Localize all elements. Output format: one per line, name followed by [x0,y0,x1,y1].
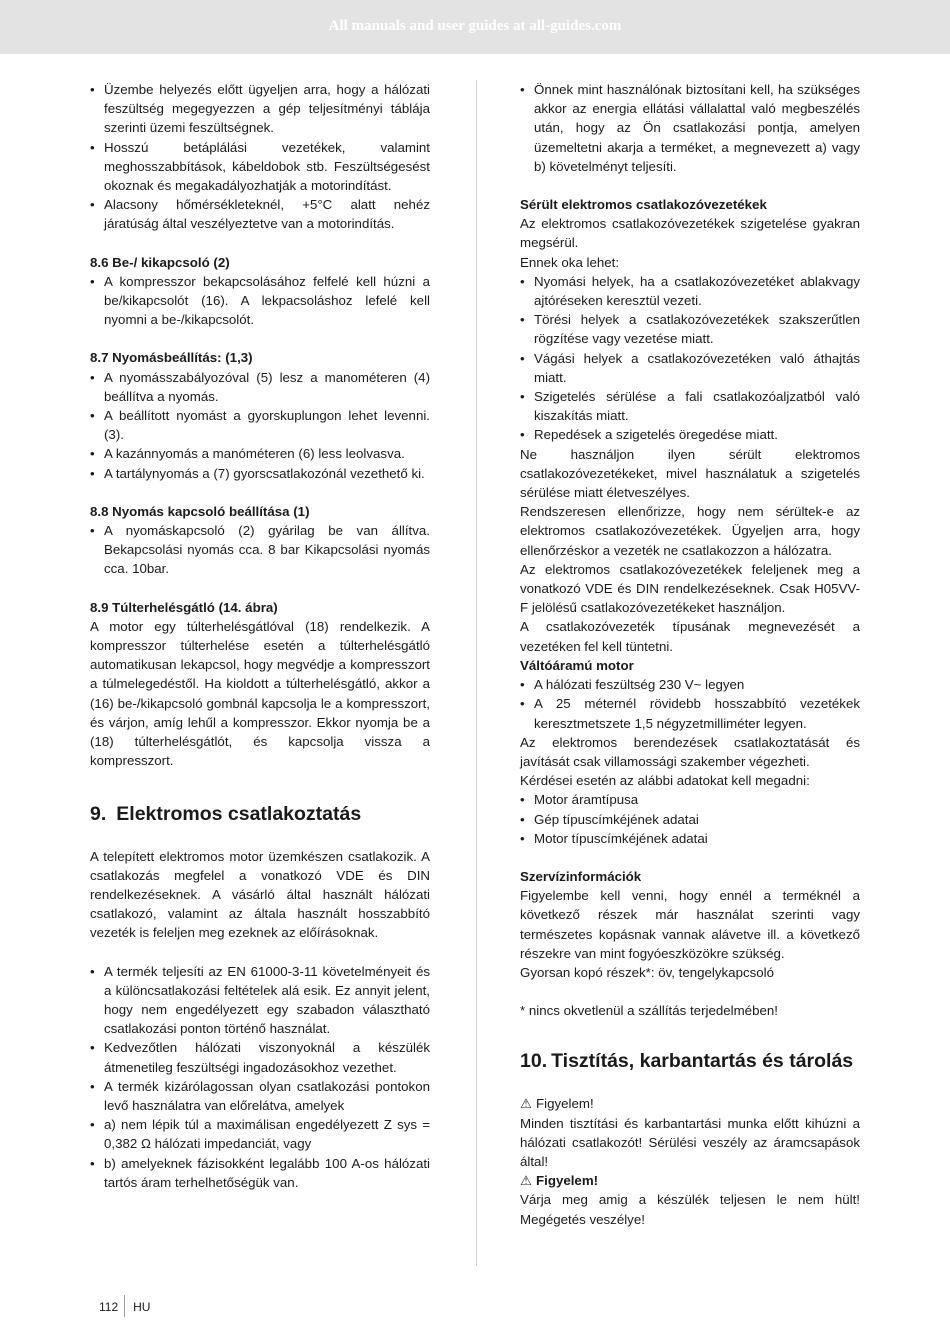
list-item: • A nyomáskapcsoló (2) gyárilag be van állítva. Bekapcsolási nyomás cca. 8 bar Kikapcsolási nyomás cca. 10bar. [90,521,430,579]
paragraph: Ne használjon ilyen sérült elektromos csatlakozóvezetékeket, mivel használatuk a szigetelés sérülése miatt életveszélyes. [520,446,860,501]
list-item: • Motor áramtípusa [520,790,860,809]
list-item: • A kazánnyomás a manóméteren (6) less leolvasva. [90,444,430,463]
list-item: • A tartálynyomás a (7) gyorscsatlakozónál vezethető ki. [90,464,430,483]
list-item: • Motor típuscímkéjének adatai [520,829,860,848]
paragraph: Figyelembe kell venni, hogy ennél a terméknél a következő részek már használat szerinti vagy természetes kopásnak vannak alávetve ill. a következő részekre van mint fogyóeszközökre szükség. [520,888,860,961]
list-item: • A beállított nyomást a gyorskuplungon lehet levenni. (3). [90,406,430,444]
paragraph: Ennek oka lehet: [520,254,620,270]
paragraph: Az elektromos csatlakozóvezetékek szigetelése gyakran megsérül. [520,216,860,251]
section-8-9-heading: 8.9 Túlterhelésgátló (14. ábra) [90,599,278,615]
list-item: • A hálózati feszültség 230 V~ legyen [520,675,860,694]
section-8-9-text: A motor egy túlterhelésgátlóval (18) rendelkezik. A kompresszor túlterhelése esetén a túlterhelésgátló automatikusan lekapcsol, hogy megvédje a kompresszort a túlmelegedéstől. Ha kioldott a túlterhelésgátló, akkor a (16) be-/kikapcsoló gombnál kapcsolja le a kompresszort, és várjon, amíg lehűl a kompresszor. Ekkor nyomja be a (18) túlterhelésgátlót, és kapcsolja vissza a kompresszort. [90,618,430,769]
list-item: • Üzembe helyezés előtt ügyeljen arra, hogy a hálózati feszültség megegyezzen a gép teljesítményi táblája szerinti üzemi feszültségnek. [90,80,430,138]
list-item: • a) nem lépik túl a maximálisan engedélyezett Z sys = 0,382 Ω hálózati impedanciát, vagy [90,1115,430,1153]
list-item: • Vágási helyek a csatlakozóvezetéken való áthajtás miatt. [520,349,860,387]
section-8-6-list [90,272,430,330]
watermark-bar [0,0,950,54]
chapter-title: Tisztítás, karbantartás és tárolás [551,1050,854,1073]
list-item: • Önnek mint használónak biztosítani kell, ha szükséges akkor az energia ellátási vállalattal való megbeszélés után, hogy az Ön csatlakozási pontja, amelyen üzemeltetni akarja a terméket, a megnevezett a) vagy b) követelményt teljesíti. [520,80,860,176]
section-8-7-heading: 8.7 Nyomásbeállítás: (1,3) [90,350,253,366]
chapter-9-heading [90,801,430,827]
section-8-8-list [90,521,430,579]
intro-bullet-list [90,80,430,234]
paragraph: Az elektromos csatlakozóvezetékek feleljenek meg a vonatkozó VDE és DIN rendelkezéseknek. Csak H05VV-F jelölésű csatlakozóvezetékeket használjon. [520,561,860,616]
list-item: • Repedések a szigetelés öregedése miatt. [520,425,860,444]
left-column [90,80,430,1192]
list-item: • Hosszú betáplálási vezetékek, valamint meghosszabbítások, kábeldobok stb. Feszültségesést okoznak és megakadályozhatják a motorindítást. [90,138,430,196]
list-item: • A termék teljesíti az EN 61000-3-11 követelményeit és a különcsatlakozási feltételek alá esik. Ez annyit jelent, hogy nem engedélyezett egy szabadon választható csatlakozási ponton történő használat. [90,962,430,1039]
warning-2-text: Várja meg amig a készülék teljesen le nem hült! Megégetés veszélye! [520,1192,860,1227]
warning-icon: ⚠ [520,1173,532,1189]
list-item: • A nyomásszabályozóval (5) lesz a manométeren (4) beállítva a nyomás. [90,368,430,406]
section-8-6-heading: 8.6 Be-/ kikapcsoló (2) [90,254,230,270]
chapter-title: Elektromos csatlakoztatás [116,802,362,825]
paragraph: Rendszeresen ellenőrizze, hogy nem sérültek-e az elektromos csatlakozóvezetékek. Ügyeljen arra, hogy ellenőrzéskor a vezeték ne csatlakozzon a hálózatra. [520,504,860,558]
paragraph: Az elektromos berendezések csatlakoztatását és javítását csak villamossági szakember végezheti. [520,734,860,769]
list-item: • Kedvezőtlen hálózati viszonyoknál a készülék átmenetileg feszültségi ingadozásokhoz vezethet. [90,1038,430,1076]
list-item: • Nyomási helyek, ha a csatlakozóvezetéket ablakvagy ajtóréseken keresztül vezeti. [520,272,860,310]
chapter-9-intro: A telepített elektromos motor üzemkészen csatlakozik. A csatlakozás megfelel a vonatkozó VDE és DIN rendelkezéseknek. A vásárló által használt hálózati csatlakozó, valamint az általa használt hosszabbító vezeték is feleljen meg ezeknek az előírásoknak. [90,848,430,941]
chapter-9-list [90,962,430,1192]
language-code: HU [133,1300,151,1315]
section-8-7-list [90,368,430,483]
warning-1-title: ⚠ Figyelem! [520,1094,860,1113]
warning-2-title: ⚠ Figyelem! [520,1171,860,1190]
chapter-10-heading [520,1048,860,1074]
list-item: • b) amelyeknek fázisokként legalább 100 A-os hálózati tartós áram terhelhetőségük van. [90,1154,430,1192]
paragraph: Kérdései esetén az alábbi adatokat kell megadni: [520,773,810,789]
list-item: • Alacsony hőmérsékleteknél, +5°C alatt nehéz járatúság által veszélyeztetve van a motorindítás. [90,195,430,233]
warning-icon: ⚠ [520,1096,532,1112]
page-number: 112 [99,1300,119,1315]
paragraph: Gyorsan kopó részek*: öv, tengelykapcsoló [520,964,775,980]
paragraph: A csatlakozóvezeték típusának megnevezését a vezetéken fel kell tüntetni. [520,619,860,654]
chapter-number: 10. [520,1050,548,1073]
section-8-8-heading: 8.8 Nyomás kapcsoló beállítása (1) [90,503,310,519]
list-item: • A kompresszor bekapcsolásához felfelé kell húzni a be/kikapcsolót (16). A lekpacsoláshoz lefelé kell nyomni a be-/kikapcsolót. [90,272,430,330]
warning-1-text: Minden tisztítási és karbantartási munka előtt kihúzni a hálózati csatlakozót! Sérülési veszély az áramcsapások által! [520,1115,860,1169]
list-item: • A termék kizárólagossan olyan csatlakozási pontokon levő használatra van előrelátva, amelyek [90,1077,430,1115]
list-item: • Gép típuscímkéjének adatai [520,810,860,829]
chapter-number: 9. [90,802,107,825]
list-item: • Szigetelés sérülése a fali csatlakozóaljzatból való kiszakítás miatt. [520,387,860,425]
ac-motor-heading: Váltóáramú motor [520,657,634,673]
footer-separator [124,1295,125,1317]
list-item: • Törési helyek a csatlakozóvezetékek szakszerűtlen rögzítése vagy vezetése miatt. [520,310,860,348]
watermark-text: All manuals and user guides at all-guides.com [328,18,622,34]
damaged-cables-heading: Sérült elektromos csatlakozóvezetékek [520,197,767,213]
right-column [520,80,860,1229]
damage-causes-list [520,272,860,445]
required-data-list [520,790,860,848]
right-intro-list [520,80,860,176]
page-footer [99,1297,150,1319]
service-info-heading: Szervízinformációk [520,868,642,884]
ac-motor-list [520,675,860,733]
column-divider [476,80,477,1266]
list-item: • A 25 méternél rövidebb hosszabbító vezetékek keresztmetszete 1,5 négyzetmilliméter legyen. [520,694,860,732]
footnote: * nincs okvetlenül a szállítás terjedelmében! [520,1003,778,1019]
